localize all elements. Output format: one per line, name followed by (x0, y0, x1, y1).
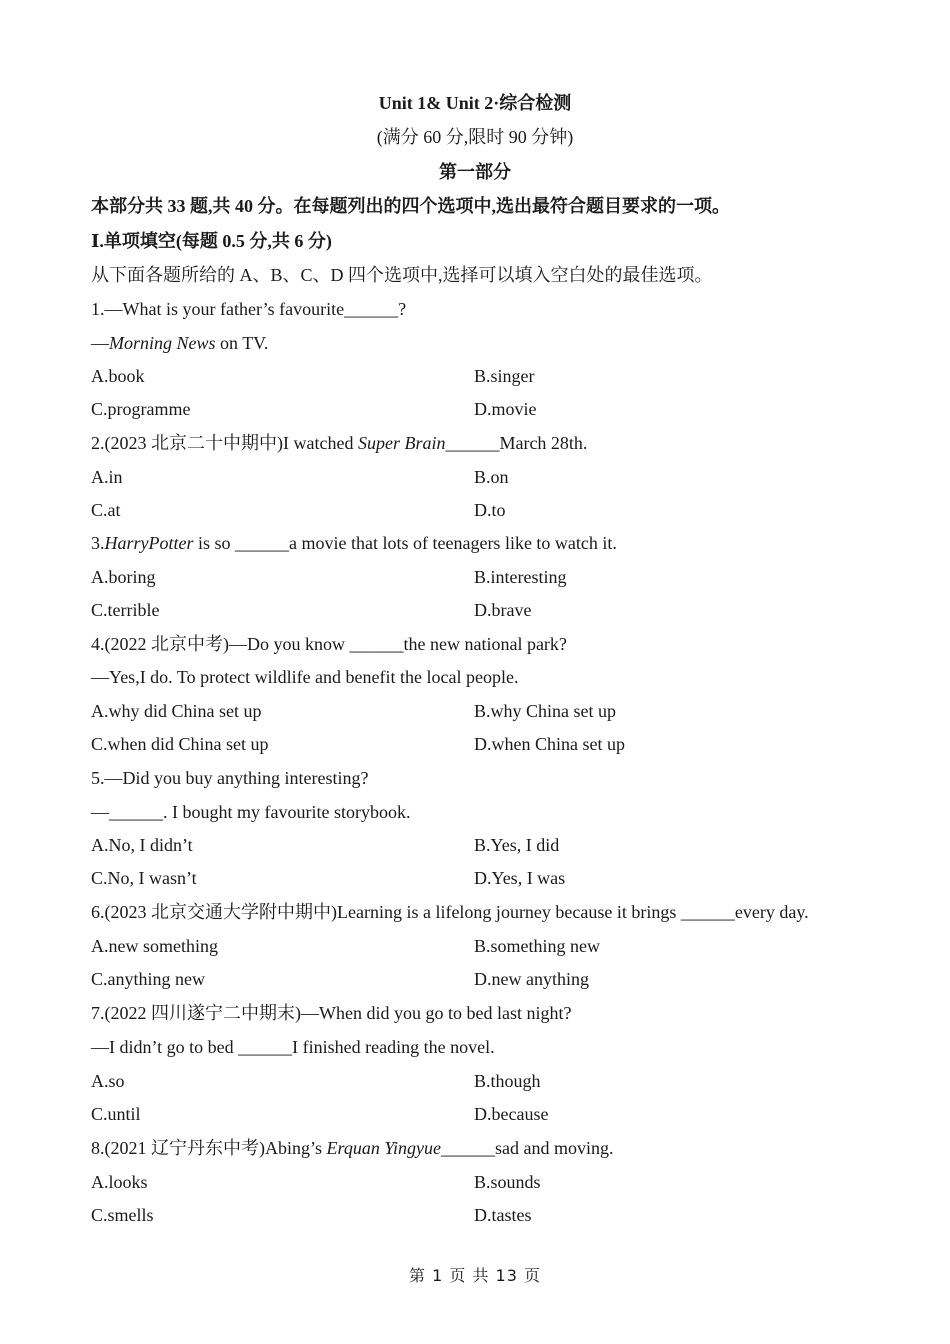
question-4-option-c: C.when did China set up (91, 734, 269, 754)
document-subtitle: (满分 60 分,限时 90 分钟) (376, 127, 574, 147)
question-7-option-c: C.until (91, 1104, 141, 1124)
question-5-option-a: A.No, I didn’t (91, 835, 193, 855)
question-4-dialogue: —Yes,I do. To protect wildlife and benefit the local people. (91, 667, 519, 687)
question-1-option-a: A.book (91, 366, 145, 386)
question-1-option-c: C.programme (91, 399, 191, 419)
question-6-option-b: B.something new (474, 936, 600, 956)
question-6-option-c: C.anything new (91, 969, 205, 989)
document-title: Unit 1& Unit 2·综合检测 (378, 93, 572, 113)
question-4-option-d: D.when China set up (474, 734, 625, 754)
question-2-option-a: A.in (91, 467, 123, 487)
part-instructions: 本部分共 33 题,共 40 分。在每题列出的四个选项中,选出最符合题目要求的一项。 (91, 196, 730, 216)
question-1-stem: 1.—What is your father’s favourite______? (91, 299, 407, 319)
page-footer: 第 1 页 共 13 页 (409, 1266, 541, 1285)
question-6-option-a: A.new something (91, 936, 218, 956)
question-5-dialogue: —______. I bought my favourite storybook. (91, 802, 411, 822)
question-6-option-d: D.new anything (474, 969, 589, 989)
question-3-option-d: D.brave (474, 600, 532, 620)
question-4-option-a: A.why did China set up (91, 701, 262, 721)
question-2-option-c: C.at (91, 500, 121, 520)
question-8-option-d: D.tastes (474, 1205, 532, 1225)
question-8-option-b: B.sounds (474, 1172, 541, 1192)
question-3-stem: 3.HarryPotter is so ______a movie that lots of teenagers like to watch it. (91, 533, 617, 553)
question-8-stem: 8.(2021 辽宁丹东中考)Abing’s Erquan Yingyue______sad and moving. (91, 1138, 614, 1158)
question-8-option-a: A.looks (91, 1172, 148, 1192)
question-5-option-d: D.Yes, I was (474, 868, 566, 888)
question-2-option-b: B.on (474, 467, 509, 487)
question-2-option-d: D.to (474, 500, 506, 520)
question-3-option-b: B.interesting (474, 567, 567, 587)
question-5-option-c: C.No, I wasn’t (91, 868, 197, 888)
question-4-stem: 4.(2022 北京中考)—Do you know ______the new national park? (91, 634, 567, 654)
question-3-option-c: C.terrible (91, 600, 160, 620)
question-2-stem: 2.(2023 北京二十中期中)I watched Super Brain______March 28th. (91, 433, 588, 453)
question-5-option-b: B.Yes, I did (474, 835, 560, 855)
question-7-dialogue: —I didn’t go to bed ______I finished reading the novel. (91, 1037, 495, 1057)
question-5-stem: 5.—Did you buy anything interesting? (91, 768, 369, 788)
question-4-option-b: B.why China set up (474, 701, 616, 721)
question-1-option-d: D.movie (474, 399, 537, 419)
question-7-option-a: A.so (91, 1071, 125, 1091)
question-6-stem: 6.(2023 北京交通大学附中期中)Learning is a lifelong journey because it brings ______every day. (91, 902, 809, 922)
question-1-option-b: B.singer (474, 366, 535, 386)
question-7-stem: 7.(2022 四川遂宁二中期末)—When did you go to bed last night? (91, 1003, 572, 1023)
question-3-option-a: A.boring (91, 567, 156, 587)
question-8-option-c: C.smells (91, 1205, 154, 1225)
section-title: Ⅰ.单项填空(每题 0.5 分,共 6 分) (91, 231, 332, 251)
question-1-dialogue: —Morning News on TV. (91, 333, 269, 353)
section-description: 从下面各题所给的 A、B、C、D 四个选项中,选择可以填入空白处的最佳选项。 (91, 265, 713, 285)
question-7-option-b: B.though (474, 1071, 541, 1091)
part-heading: 第一部分 (439, 162, 511, 182)
question-7-option-d: D.because (474, 1104, 549, 1124)
